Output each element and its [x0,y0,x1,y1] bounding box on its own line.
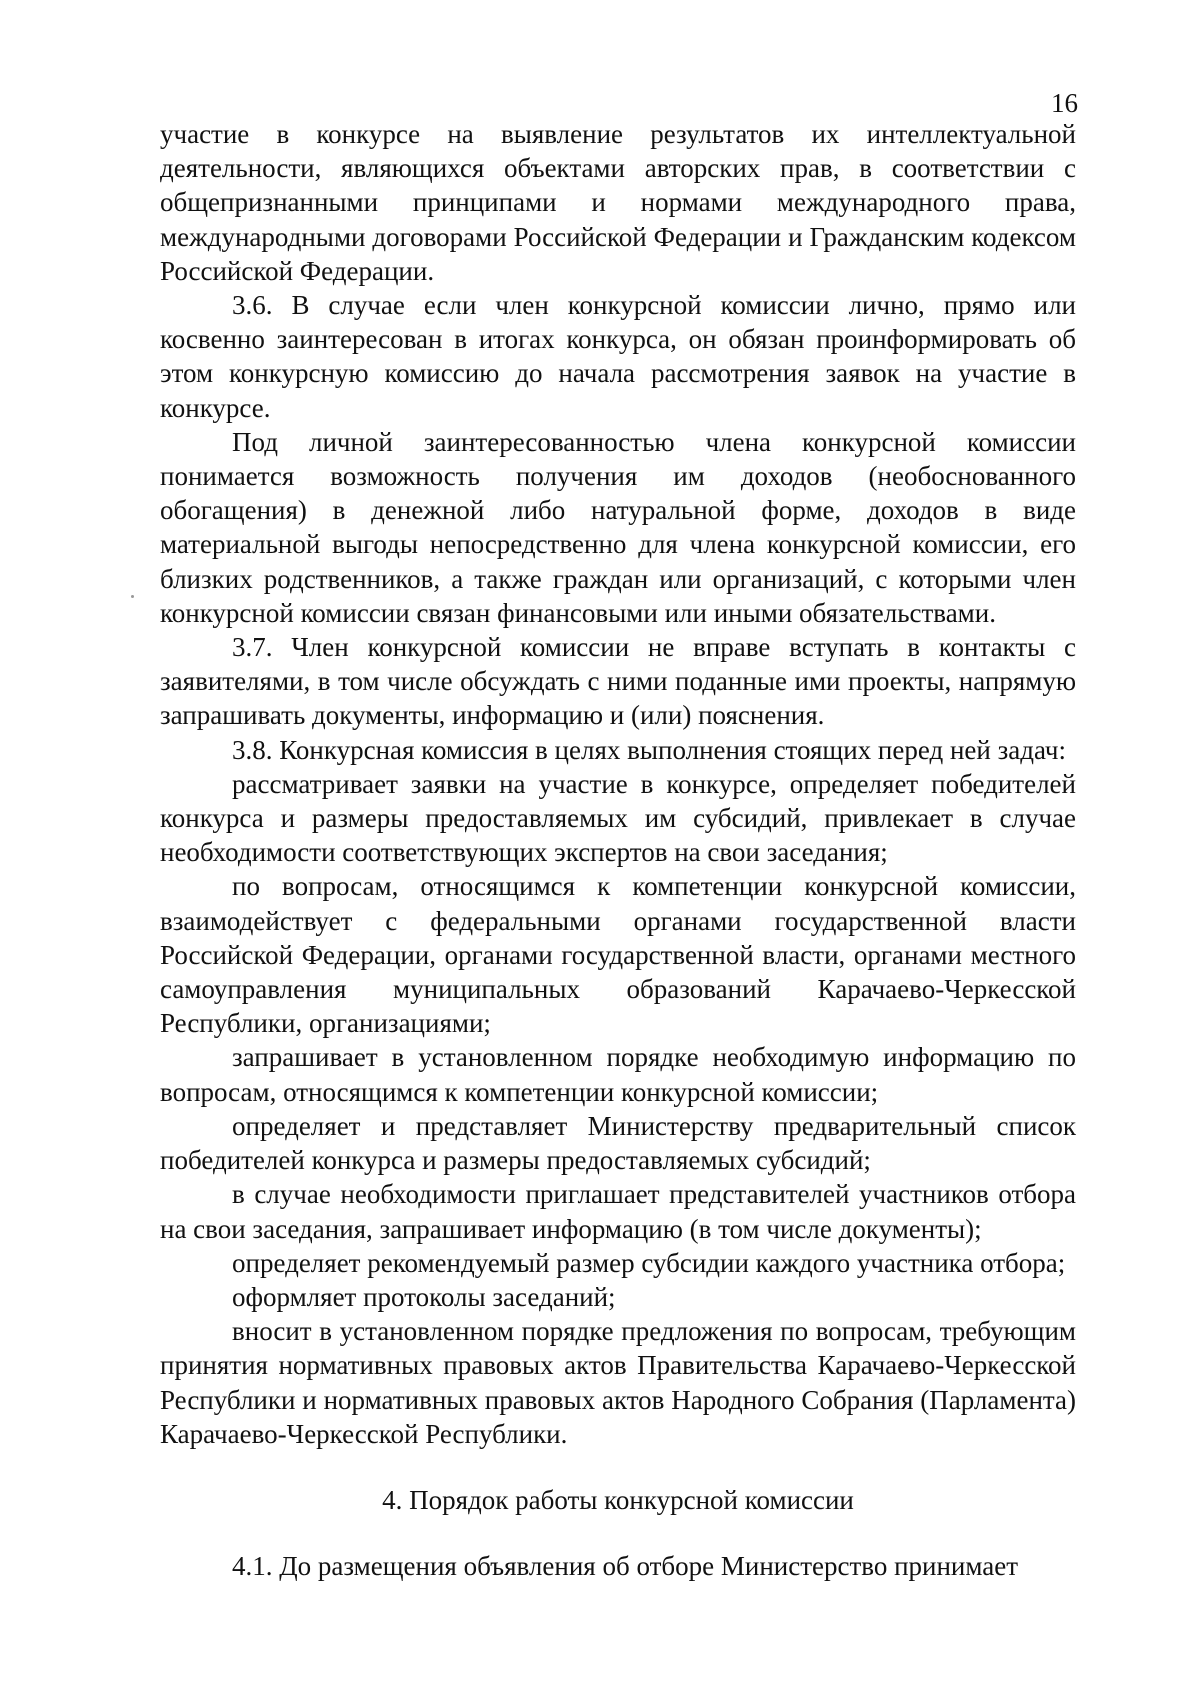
scan-speck [131,595,134,598]
list-item-proposals: вносит в установленном порядке предложения по вопросам, требующим принятия нормативных правовых актов Правительства Карачаево-Черкесской Республики и нормативных правовых актов Народного Собрания (Парламента) Карачаево-Черкесской Республики. [160,1316,1076,1449]
list-item-preliminary-list: определяет и представляет Министерству предварительный список победителей конкурса и размеры предоставляемых субсидий; [160,1110,1076,1176]
page-number: 16 [1051,88,1078,118]
paragraph-3-7: 3.7. Член конкурсной комиссии не вправе вступать в контакты с заявителями, в том числе обсуждать с ними поданные ими проекты, напрямую запрашивать документы, информацию и (или) пояснения. [160,632,1076,731]
paragraph-3-6: 3.6. В случае если член конкурсной комиссии лично, прямо или косвенно заинтересован в итогах конкурса, он обязан проинформировать об этом конкурсную комиссию до начала рассмотрения заявок на участие в конкурсе. [160,290,1076,423]
section-heading: 4. Порядок работы конкурсной комиссии [382,1484,854,1515]
paragraph-3-8: 3.8. Конкурсная комиссия в целях выполнения стоящих перед ней задач: [232,734,1066,765]
list-item-invites-representatives: в случае необходимости приглашает представителей участников отбора на свои заседания, запрашивает информацию (в том числе документы); [160,1179,1076,1244]
paragraph-4-1: 4.1. До размещения объявления об отборе Министерство принимает [232,1551,1019,1582]
list-item-interacts-authorities: по вопросам, относящимся к компетенции конкурсной комиссии, взаимодействует с федеральными органами государственной власти Российской Федерации, органами государственной власти, органами местного самоуправления муниципальных образований Карачаево-Черкесской Республики, организациями; [160,871,1076,1039]
paragraph-continuation: участие в конкурсе на выявление результатов их интеллектуальной деятельности, являющихся объектами авторских прав, в соответствии с общепризнанными принципами и нормами международного права, международными договорами Российской Федерации и Гражданским кодексом Российской Федерации. [160,119,1076,286]
list-item-reviews-applications: рассматривает заявки на участие в конкурсе, определяет победителей конкурса и размеры предоставляемых им субсидий, привлекает в случае необходимости соответствующих экспертов на свои заседания; [160,768,1076,868]
document-body [160,117,1076,1583]
paragraph-personal-interest: Под личной заинтересованностью члена конкурсной комиссии понимается возможность получения им доходов (необоснованного обогащения) в денежной либо натуральной форме, доходов в виде материальной выгоды непосредственно для члена конкурсной комиссии, его близких родственников, а также граждан или организаций, с которыми член конкурсной комиссии связан финансовыми или иными обязательствами. [160,426,1076,628]
list-item-protocols: оформляет протоколы заседаний; [232,1281,616,1312]
list-item-recommended-subsidy: определяет рекомендуемый размер субсидии каждого участника отбора; [232,1247,1066,1278]
list-item-requests-information: запрашивает в установленном порядке необходимую информацию по вопросам, относящимся к компетенции конкурсной комиссии; [160,1042,1076,1107]
